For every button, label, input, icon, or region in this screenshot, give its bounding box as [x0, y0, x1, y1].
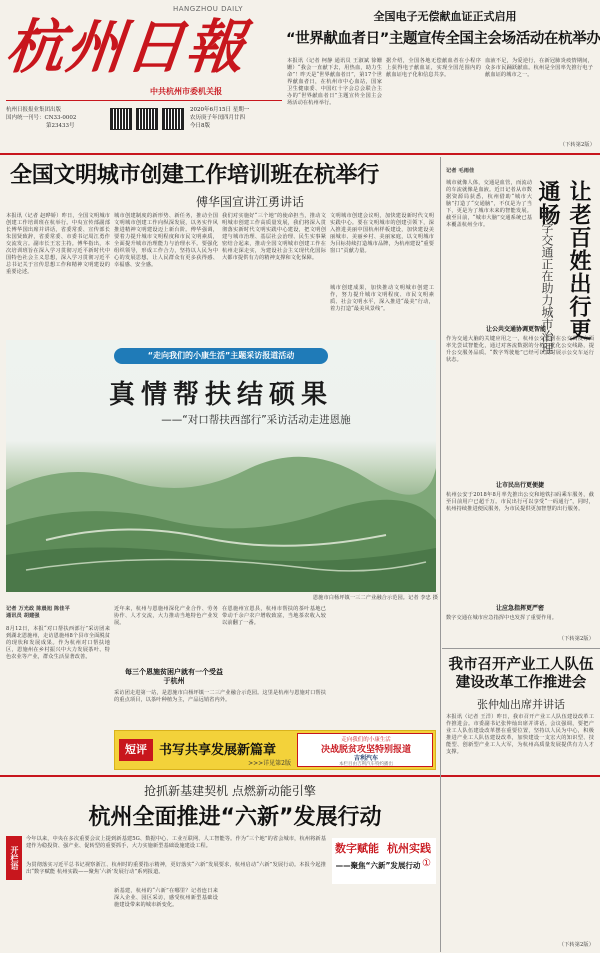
top-turn: （下转第2版） [559, 142, 595, 148]
right-subhead: 数字交通正在助力城市治理 [540, 210, 554, 354]
qr-code-icon[interactable] [110, 108, 132, 130]
cn-number: 国内统一刊号：CN33-0002 [6, 115, 77, 121]
top-col1: 本报讯（记者 柯静 通讯员 王淑斌 徐姗姗）“我会一直献下去，用热血，助力生命”！昨天是“世界献血者日”，第17个世界献血者日，在杭州市中心血站，国家卫生健康委、中国红十字会总会联合主办的“世界献血者日”主题宣传全国主会场活动在杭州举行。 [287, 58, 382, 106]
masthead [0, 0, 600, 152]
banner-headline: 真情帮扶结硕果 [108, 380, 333, 410]
series-number: ① [422, 858, 431, 869]
lead-col3: 我们对实施好“三个地”的使命担当，推动文明城市创建工作高质量发展，我们将深入贯彻落实新时代文明实践中心建设，把文明创建与城市治理、基层社会治理、民生实事紧密结合起来，推动全国文明城市创建工作在杭州走深走实，为建设社会主义现代化国际大都市提供有力的精神支撑和文化保障。 [222, 213, 326, 261]
masthead-subtitle-en: HANGZHOU DAILY [173, 5, 243, 13]
right-p4: 数字交通在城市应急指挥中也发挥了重要作用。 [446, 615, 558, 621]
bl-p1: 8月12日，本报“对口帮扶西部行”采访团来到湖北恩施州，走访恩施州8个县市全面脱贫的现状和发展成果。作为杭州对口帮扶地区，恩施州在乡村振兴中大力发展茶叶、特色农业等产业，群众生活显著改善。 [6, 626, 110, 660]
right-p2: 作为交通大脑的关键应用之一，杭州公交集团在公交调度方面率先尝试智能化，通过对客流数据的分析，优化公交线路，提升公交服务品质。“数字驾驶舱”已经可以实时展示公交车运行状态。 [446, 336, 594, 363]
publisher-block [6, 106, 106, 146]
rb-subhead: 张仲灿出席并讲话 [477, 698, 565, 711]
bottom-kicker: 抢抓新基建契机 点燃新动能引擎 [144, 784, 316, 798]
top-col3: 血液不足，为爱逆行，在新冠肺炎疫情期间，众多市民踊跃献血。杭州是全国率先推行电子献血证的城市之一。 [485, 58, 593, 78]
banner-caption: 恩施市白杨坪镇一三二产业融合示范园。记者 李忠 摄 [312, 595, 438, 601]
bl-byline2: 通讯员 胡建强 [6, 613, 40, 619]
series-title-3: ——聚焦“六新”发展行动 [335, 861, 421, 870]
lead-subhead: 傅华国宣讲江勇讲话 [195, 195, 304, 209]
ad-left-more[interactable]: >>>详见第2版 [248, 760, 291, 767]
ad-right-brand: 走向我们的小康生活 [341, 737, 391, 743]
right-byline: 记者 毛雨佳 [446, 168, 475, 174]
bl-p3: 在恩施州宣恩县，杭州市帮扶的茶叶基地已带动千余户农户增收致富，当地茶农收入较以前翻了一番。 [222, 606, 326, 626]
series-title-1: 数字赋能 [335, 842, 379, 855]
lead-col4: 文明城市创建会议明，加快建设新时代文明实践中心。要在文明城市的创建引领下，深入推进美丽中国杭州样板建设，加快建设美丽城市、美丽乡村、美丽家庭，以文明城市为目标持续打造城市品牌，为杭州建设“重要窗口”贡献力量。 [330, 213, 434, 254]
masthead-organ: 中共杭州市委机关报 [150, 87, 222, 96]
banner-photo[interactable] [6, 340, 436, 592]
qr-code-icon[interactable] [136, 108, 158, 130]
rb-p: 本报讯（记者 王洋）昨日，我市召开产业工人队伍建设改革工作推进会。市委副书记张仲灿出席并讲话。会议强调，要把产业工人队伍建设改革摆在重要位置，坚持以人民为中心，积极推进产业工人队伍建设改革，加快建设一支宏大的知识型、技能型、创新型产业工人大军，为杭州高质量发展提供有力人才支撑。 [446, 714, 594, 755]
right-p3: 杭州公安于2018年8月率先推出公交和地铁扫码乘车服务，截至目前用户已超千万。市民出行可以享受“一码通行”，同时，杭州持续推进便民服务，为市民提供更加智慧的出行服务。 [446, 492, 594, 512]
bottom-headline: 杭州全面推进“六新”发展行动 [88, 805, 382, 830]
bottom-c3 [222, 888, 326, 950]
right-headline: 让老百姓出行更通畅 [535, 180, 591, 341]
ad-right-sub: 吉利汽车 [353, 755, 378, 762]
lead-col2: 城市创建制度的新形势、新任务，推动全国文明城市创建工作向纵深发展，以务实作风推进精神文明建设迈上新台阶。傅华强调，要着力提升城市文明程度和市民文明素质，全面提升城市治理能力与治理水平。要强化组织领导，形成工作合力，坚持以人民为中心的发展思想，让人民群众有更多获得感、幸福感、安全感。 [114, 213, 218, 268]
issue-number: 第23433号 [46, 123, 75, 129]
publisher: 杭州日报报业集团出版 [6, 107, 62, 113]
bottom-p2: 为贯彻落实习近平总书记视察浙江、杭州时的重要指示精神，更好落实“六新”发展要求，杭州启动“六新”发展行动。本报今起推出“数字赋能 杭州实践——聚焦‘六新’发展行动”系列报道。 [26, 862, 326, 875]
top-col2: 据介绍，全国各地无偿献血者在小程序上获得电子献血证，实现全国范围内的献血证电子化和信息共享。 [386, 58, 481, 78]
top-headline: “世界献血者日”主题宣传全国主会场活动在杭举办 [286, 31, 600, 47]
masthead-title: 杭州日報 [2, 13, 250, 81]
right-p1: 城市就像人体，交通是血管，而流动的车流就像是血液。近日记者从市数据资源局获悉，杭州借助“城市大脑”打造了“交通脑”，不仅是为了当下，更是为了城市未来的智能发展。截至目前，“城市大脑”交通系统已基本覆盖杭州全市。 [446, 180, 532, 228]
right-sec3: 让应急指挥更严密 [495, 605, 544, 612]
banner-kicker: “走向我们的小康生活”主题采访报道活动 [114, 348, 328, 364]
bottom-c2: 新基建，杭州的“六新”在哪里？记者连日来深入企业、园区采访，感受杭州新型基础设施建设带来的城市新变化。 [114, 888, 218, 908]
bottom-p1: 今年以来，中央在多次重要会议上提到新基建5G、数据中心、工业互联网、人工智能等。作为“三个地”的省会城市，杭州将新基建作为稳投资、强产业、促转型的重要抓手，大力实施新型基础设施建设工程。 [26, 836, 326, 849]
ad-right-note: 本栏目由吉利汽车特约播出 [339, 762, 393, 767]
top-kicker: 全国电子无偿献血证正式启用 [373, 10, 517, 23]
ad-strip[interactable] [114, 730, 436, 770]
series-title-2: 杭州实践 [387, 842, 431, 855]
ad-left-text: 书写共享发展新篇章 [159, 743, 277, 758]
right-sec2: 让市民出行更便捷 [495, 482, 544, 489]
banner-subhead: ——“对口帮扶西部行”采访活动走进恩施 [161, 414, 351, 426]
bottom-c4 [330, 888, 436, 950]
lead-col5: 城市创建成果，加快推动文明城市创建工作，努力提升城市文明程度、市民文明素质、社会文明水平，深入推进“最美”行动，着力打造“最美风景线”。 [330, 285, 434, 312]
date-block [190, 106, 282, 146]
ad-right[interactable] [297, 733, 433, 767]
bl-byline1: 记者 万光政 陈晨旭 陈佳平 [6, 606, 70, 612]
bottom-tag: 开栏语 [6, 836, 22, 880]
series-badge [332, 838, 436, 884]
bottom-c1 [6, 888, 110, 950]
rb-turn: （下转第2版） [558, 942, 594, 948]
ad-left-tag: 短评 [119, 739, 153, 761]
lead-headline: 全国文明城市创建工作培训班在杭举行 [10, 163, 379, 188]
today-pages: 今日8版 [190, 123, 210, 129]
right-sec1: 让公共交通协调更智能 [485, 326, 546, 333]
date: 2020年6月15日 星期一 [190, 107, 250, 113]
bl-p2: 近年来，杭州与恩施州深化产业合作、劳务协作、人才交流，大力推动当地特色产业发展。 [114, 606, 218, 626]
bl-p6 [6, 730, 110, 770]
bl-p5 [330, 606, 434, 726]
right-turn: （下转第2版） [558, 636, 594, 642]
lead-col1: 本报讯（记者 赵晔娇）昨日，全国文明城市创建工作培训班在杭举行。中央宣传部副部长傅华国出席并讲话，省委常委、宣传部长朱国贤致辞，省委常委、市委书记周江勇作交流发言。副市长王宏主持。傅华指出，本次培训班旨在深入学习贯彻习近平新时代中国特色社会主义思想，深入学习贯彻习近平总书记关于宣传思想工作和精神文明建设的重要论述。 [6, 213, 110, 275]
ad-right-title: 决战脱贫攻坚特别报道 [320, 745, 411, 755]
qr-code-icon[interactable] [162, 108, 184, 130]
lunar-date: 农历庚子年闰四月廿四 [190, 115, 246, 121]
bl-box-title: 每三个恩施贫困户就有一个受益于杭州 [125, 668, 223, 685]
bl-p4: 采访团走进第一站，是恩施市白杨坪镇一二三产业融合示范园。这里是杭州与恩施对口帮扶的重点项目，以茶叶种植为主，产品远销省内外。 [114, 690, 326, 703]
rb-headline: 我市召开产业工人队伍建设改革工作推进会 [448, 657, 594, 691]
